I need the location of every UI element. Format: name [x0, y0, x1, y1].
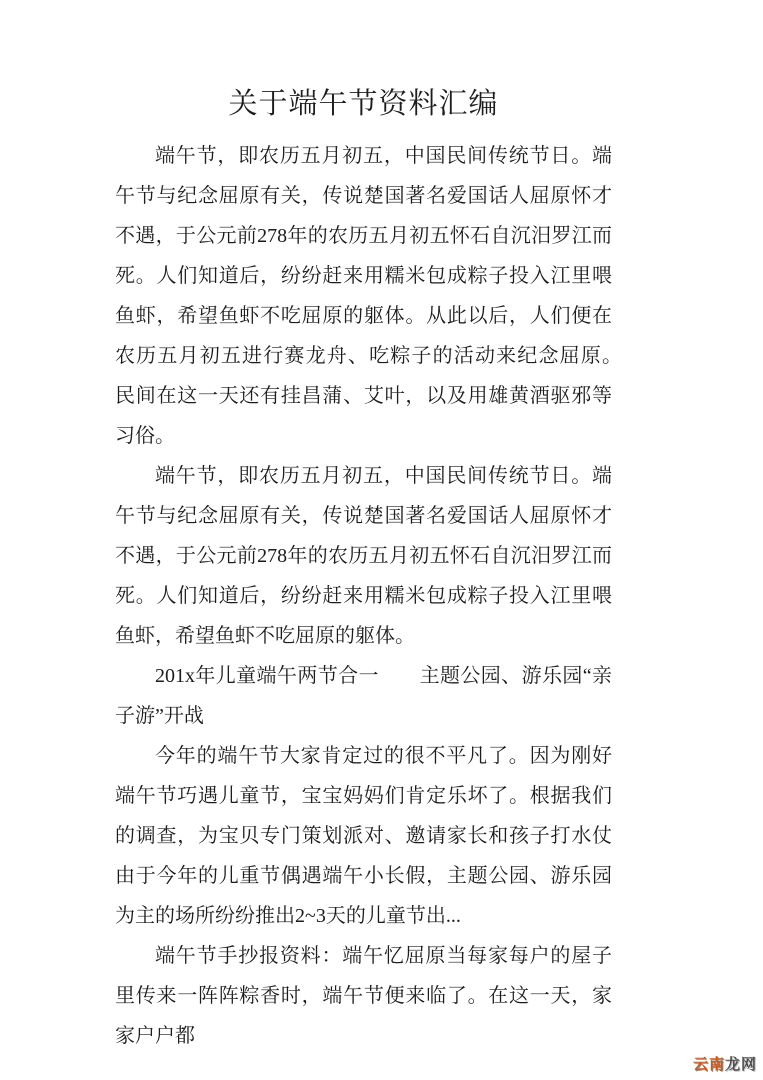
watermark-secondary: 龙网 [724, 1056, 757, 1073]
document-body [115, 136, 652, 1056]
paragraph: 今年的端午节大家肯定过的很不平凡了。因为刚好端午节巧遇儿童节，宝宝妈妈们肯定乐坏了。根据我们的调查，为宝贝专门策划派对、邀请家长和孩子打水仗由于今年的儿重节偶遇端午小长假，主题公园、游乐园为主的场所纷纷推出2~3天的儿童节出... [115, 745, 612, 927]
paragraph: 端午节，即农历五月初五，中国民间传统节日。端午节与纪念屈原有关，传说楚国著名爱国话人屈原怀才不遇，于公元前278年的农历五月初五怀石自沉汨罗江而死。人们知道后，纷纷赶来用糯米包成粽子投入江里喂鱼虾，希望鱼虾不吃屈原的躯体。 [115, 465, 612, 647]
watermark-primary: 云南 [692, 1056, 725, 1073]
paragraph: 201x年儿童端午两节合一 主题公园、游乐园“亲子游”开战 [115, 665, 612, 727]
paragraph: 端午节手抄报资料：端午忆屈原当每家每户的屋子里传来一阵阵粽香时，端午节便来临了。在这一天，家家户户都 [115, 945, 612, 1047]
paragraph: 端午节，即农历五月初五，中国民间传统节日。端午节与纪念屈原有关，传说楚国著名爱国话人屈原怀才不遇，于公元前278年的农历五月初五怀石自沉汨罗江而死。人们知道后，纷纷赶来用糯米包成粽子投入江里喂鱼虾，希望鱼虾不吃屈原的躯体。从此以后，人们便在农历五月初五进行赛龙舟、吃粽子的活动来纪念屈原。 民间在这一天还有挂昌蒲、艾叶，以及用雄黄酒驱邪等习俗。 [115, 145, 652, 447]
document-title: 关于端午节资料汇编 [228, 88, 499, 120]
document-content [115, 86, 652, 1056]
site-watermark [693, 1057, 757, 1072]
